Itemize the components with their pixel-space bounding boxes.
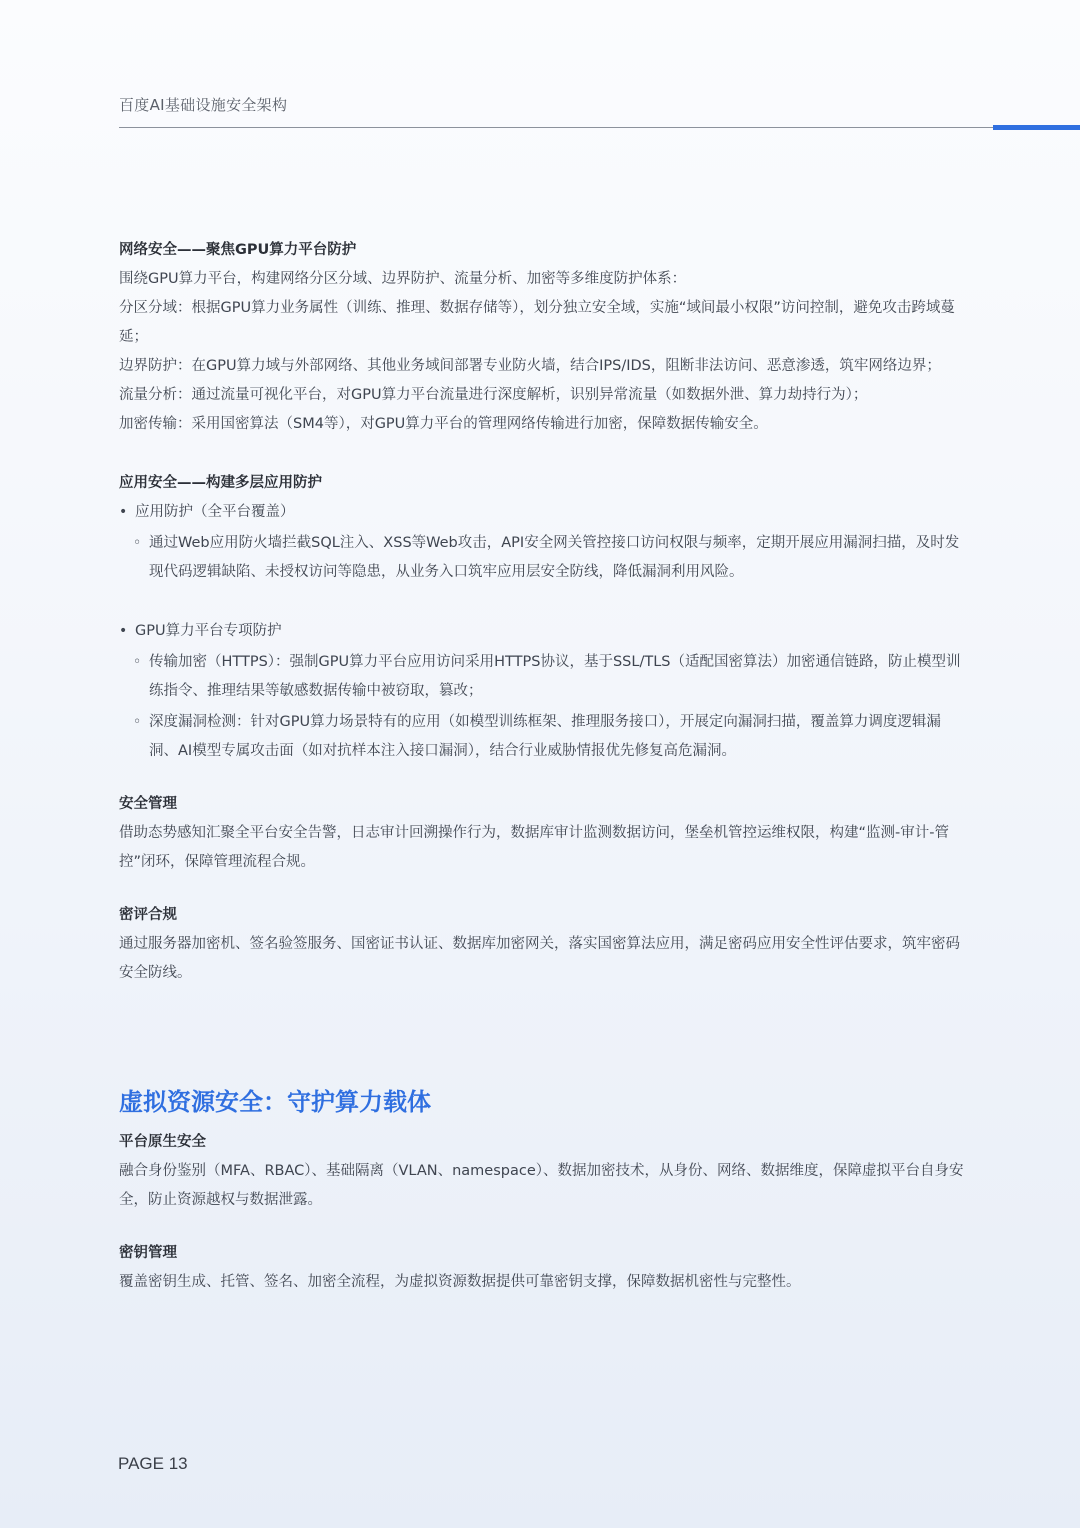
page-header-title: 百度AI基础设施安全架构 — [119, 96, 288, 114]
platform-native-heading: 平台原生安全 — [119, 1134, 206, 1150]
header-accent-bar — [993, 125, 1080, 130]
crypto-compliance-text: 通过服务器加密机、签名验签服务、国密证书认证、数据库加密网关，落实国密算法应用，满足密码应用安全性评估要求，筑牢密码安全防线。 — [119, 936, 960, 981]
network-security-item: 边界防护：在GPU算力域与外部网络、其他业务域间部署专业防火墙，结合IPS/IDS，阻断非法访问、恶意渗透，筑牢网络边界； — [119, 358, 941, 374]
crypto-compliance-heading: 密评合规 — [119, 907, 177, 923]
page-number: PAGE 13 — [118, 1454, 188, 1473]
network-security-item: 流量分析：通过流量可视化平台，对GPU算力平台流量进行深度解析，识别异常流量（如数据外泄、算力劫持行为）； — [119, 387, 868, 403]
network-security-intro: 围绕GPU算力平台，构建网络分区分域、边界防护、流量分析、加密等多维度防护体系： — [119, 271, 687, 287]
app-security-group-item: ◦ 传输加密（HTTPS）：强制GPU算力平台应用访问采用HTTPS协议，基于SSL/TLS（适配国密算法）加密通信链路，防止模型训练指令、推理结果等敏感数据传输中被窃取，篡改； — [119, 648, 964, 706]
network-security-item: 分区分域：根据GPU算力业务属性（训练、推理、数据存储等），划分独立安全域，实施“域间最小权限”访问控制，避免攻击跨域蔓延； — [119, 300, 955, 345]
app-security-group-item: ◦ 通过Web应用防火墙拦截SQL注入、XSS等Web攻击，API安全网关管控接口访问权限与频率，定期开展应用漏洞扫描，及时发现代码逻辑缺陷、未授权访问等隐患，从业务入口筑牢应用层安全防线，降低漏洞利用风险。 — [119, 529, 964, 587]
security-management-text: 借助态势感知汇聚全平台安全告警，日志审计回溯操作行为，数据库审计监测数据访问，堡垒机管控运维权限，构建“监测-审计-管控”闭环，保障管理流程合规。 — [119, 825, 949, 870]
key-management-text: 覆盖密钥生成、托管、签名、加密全流程，为虚拟资源数据提供可靠密钥支撑，保障数据机密性与完整性。 — [119, 1274, 801, 1290]
app-security-group-title: • GPU算力平台专项防护 — [119, 617, 964, 646]
security-management-heading: 安全管理 — [119, 796, 177, 812]
app-security-group-item: ◦ 深度漏洞检测：针对GPU算力场景特有的应用（如模型训练框架、推理服务接口），开展定向漏洞扫描，覆盖算力调度逻辑漏洞、AI模型专属攻击面（如对抗样本注入接口漏洞），结合行业威胁情报优先修复高危漏洞。 — [119, 708, 964, 766]
platform-native-text: 融合身份鉴别（MFA、RBAC）、基础隔离（VLAN、namespace）、数据加密技术，从身份、网络、数据维度，保障虚拟平台自身安全，防止资源越权与数据泄露。 — [119, 1163, 964, 1208]
page-content — [119, 236, 964, 1297]
header-rule — [119, 127, 993, 128]
network-security-heading: 网络安全——聚焦GPU算力平台防护 — [119, 242, 357, 258]
app-security-heading: 应用安全——构建多层应用防护 — [119, 475, 322, 491]
virtual-resource-section-title: 虚拟资源安全：守护算力载体 — [119, 1088, 431, 1116]
app-security-group-title: • 应用防护（全平台覆盖） — [119, 498, 964, 527]
network-security-item: 加密传输：采用国密算法（SM4等），对GPU算力平台的管理网络传输进行加密，保障数据传输安全。 — [119, 416, 768, 432]
key-management-heading: 密钥管理 — [119, 1245, 177, 1261]
